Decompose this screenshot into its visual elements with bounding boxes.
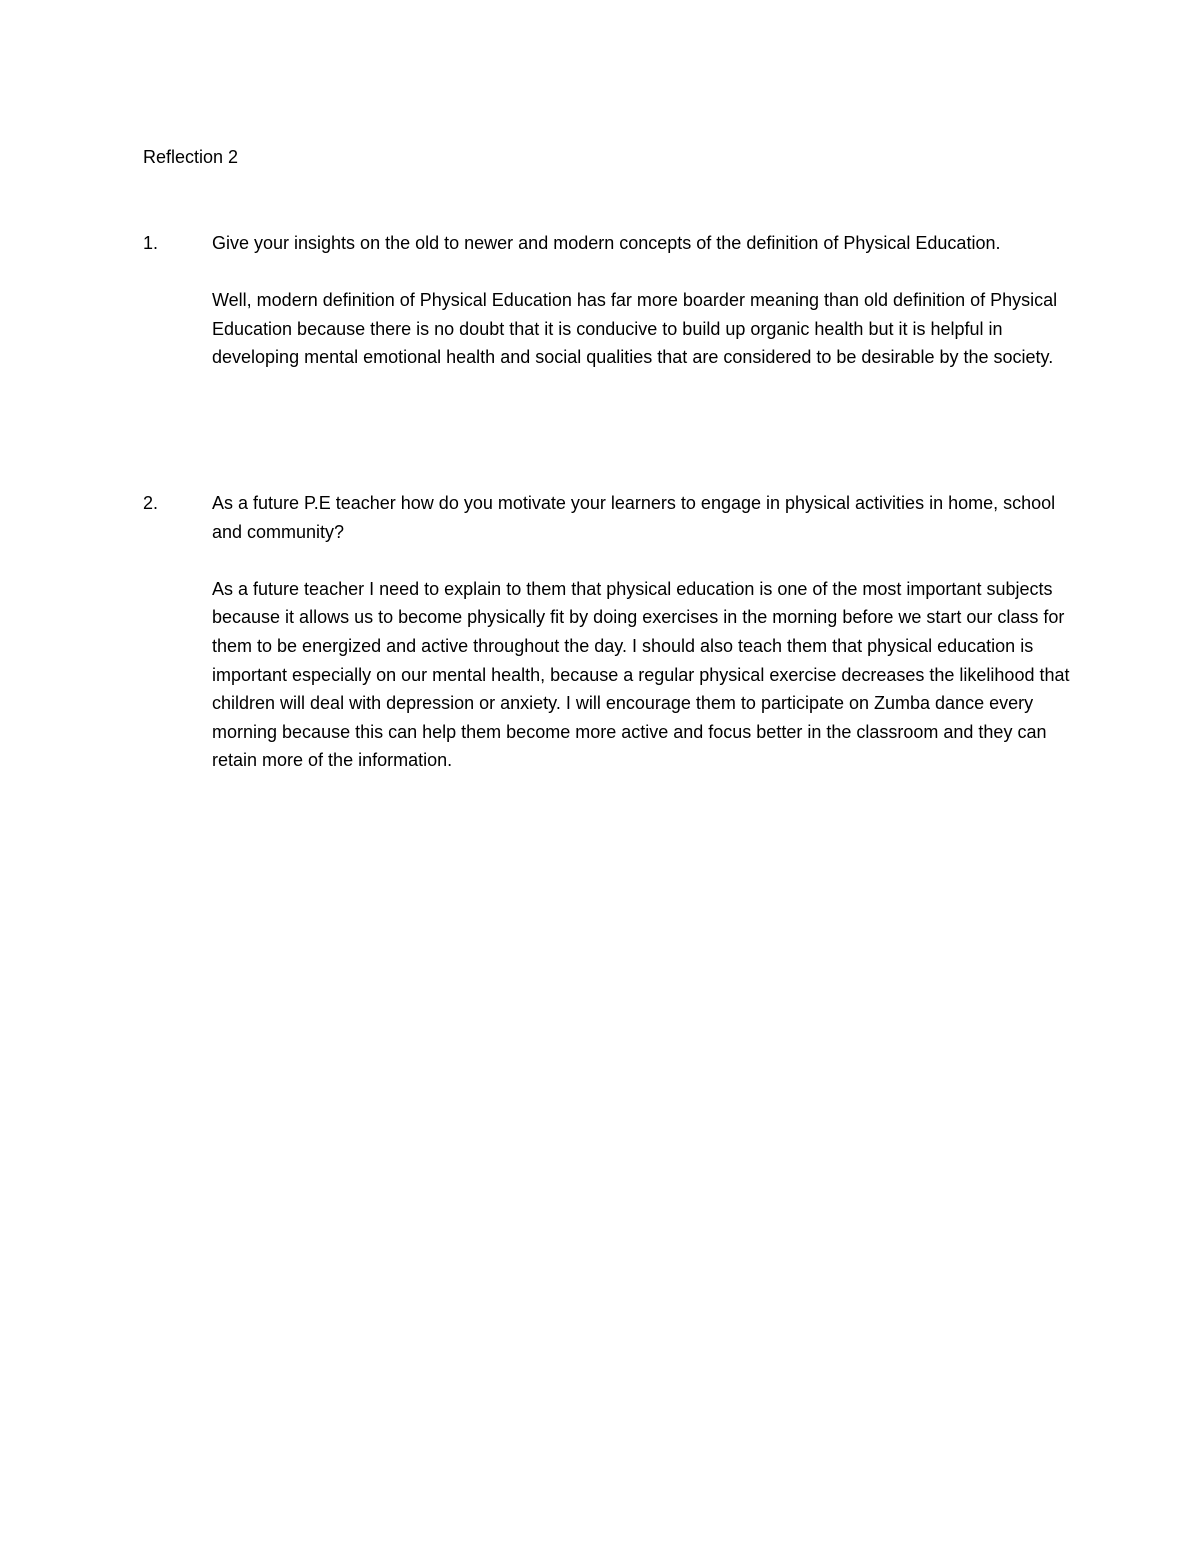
- question-item-2: [143, 489, 1073, 775]
- answer-text: As a future teacher I need to explain to them that physical education is one of the most important subjects because it allows us to become physically fit by doing exercises in the morning before we start our class for them to be energized and active throughout the day. I should also teach them that physical education is important especially on our mental health, because a regular physical exercise decreases the likelihood that children will deal with depression or anxiety. I will encourage them to participate on Zumba dance every morning because this can help them become more active and focus better in the classroom and they can retain more of the information.: [212, 578, 1070, 771]
- answer-text: Well, modern definition of Physical Education has far more boarder meaning than old definition of Physical Education because there is no doubt that it is conducive to build up organic health but it is helpful in developing mental emotional health and social qualities that are considered to be desirable by the society.: [212, 290, 1058, 368]
- question-text: Give your insights on the old to newer and modern concepts of the definition of Physical Education.: [212, 233, 1001, 253]
- question-number: 1.: [143, 233, 159, 253]
- document-title: Reflection 2: [143, 147, 239, 167]
- question-text: As a future P.E teacher how do you motivate your learners to engage in physical activities in home, school and community?: [212, 493, 1056, 542]
- question-number: 2.: [143, 493, 159, 513]
- question-item-1: [143, 229, 1073, 372]
